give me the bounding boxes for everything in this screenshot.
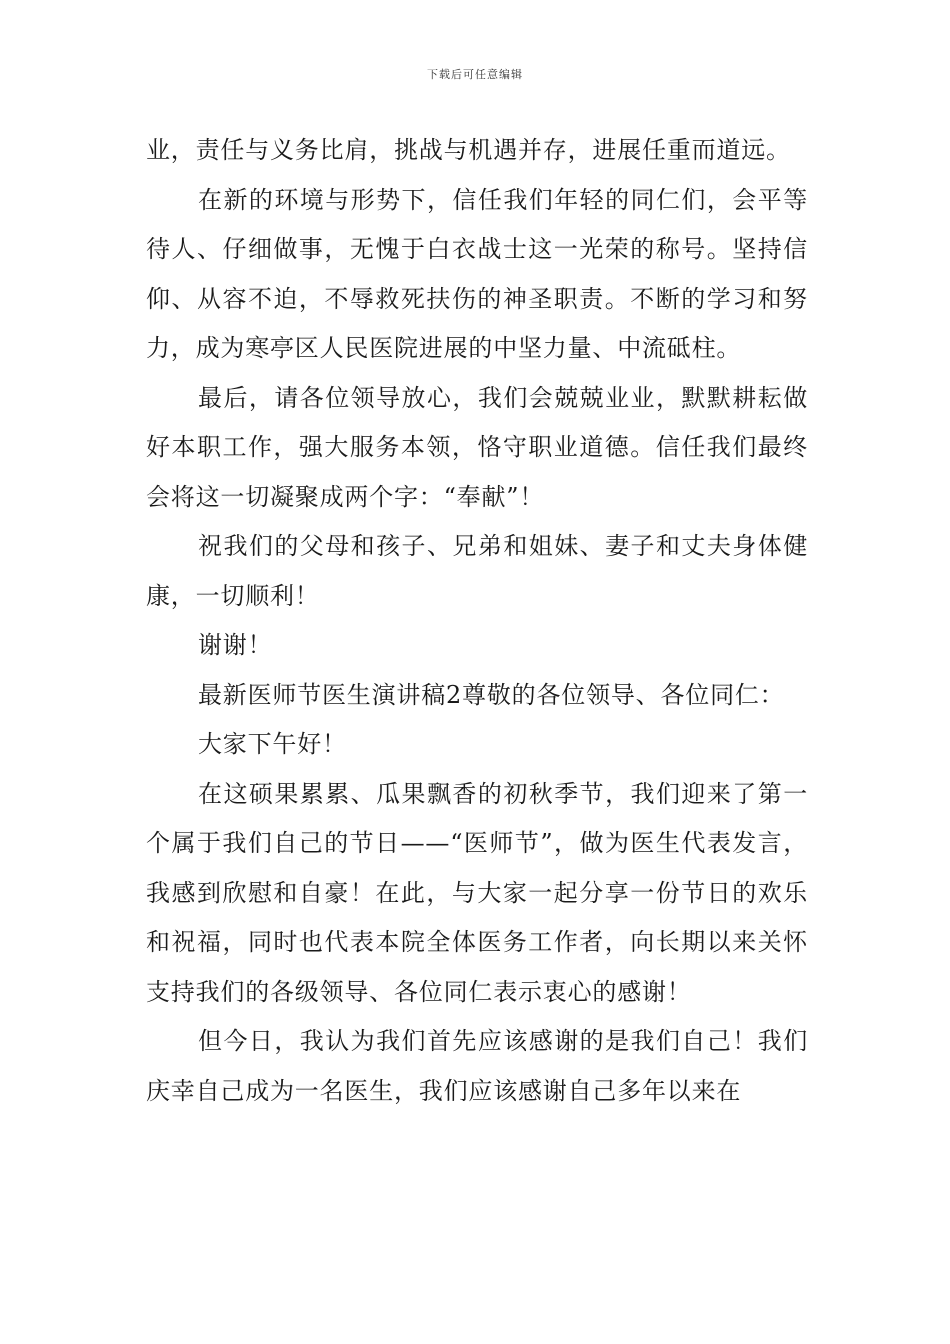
paragraph-1: 业，责任与义务比肩，挑战与机遇并存，进展任重而道远。 [146, 136, 791, 164]
paragraph-9: 但今日，我认为我们首先应该感谢的是我们自己！我们庆幸自己成为一名医生，我们应该感谢自己多年以来在 [146, 1027, 808, 1105]
paragraph-5: 谢谢！ [198, 631, 273, 659]
paragraph-3: 最后，请各位领导放心，我们会兢兢业业，默默耕耘做好本职工作，强大服务本领，恪守职业道德。信任我们最终会将这一切凝聚成两个字：“奉献”！ [146, 383, 808, 511]
page-header-note: 下载后可任意编辑 [427, 68, 523, 81]
document-body [146, 126, 808, 1116]
paragraph-8: 在这硕果累累、瓜果飘香的初秋季节，我们迎来了第一个属于我们自己的节日——“医师节”，做为医生代表发言，我感到欣慰和自豪！在此，与大家一起分享一份节日的欢乐和祝福，同时也代表本院全体医务工作者，向长期以来关怀支持我们的各级领导、各位同仁表示衷心的感谢！ [146, 779, 808, 1006]
paragraph-6: 最新医师节医生演讲稿2尊敬的各位领导、各位同仁： [198, 680, 785, 709]
paragraph-4: 祝我们的父母和孩子、兄弟和姐妹、妻子和丈夫身体健康，一切顺利！ [146, 532, 808, 610]
paragraph-2: 在新的环境与形势下，信任我们年轻的同仁们，会平等待人、仔细做事，无愧于白衣战士这一光荣的称号。坚持信仰、从容不迫，不辱救死扶伤的神圣职责。不断的学习和努力，成为寒亭区人民医院进展的中坚力量、中流砥柱。 [146, 185, 808, 362]
paragraph-7: 大家下午好！ [198, 730, 347, 758]
